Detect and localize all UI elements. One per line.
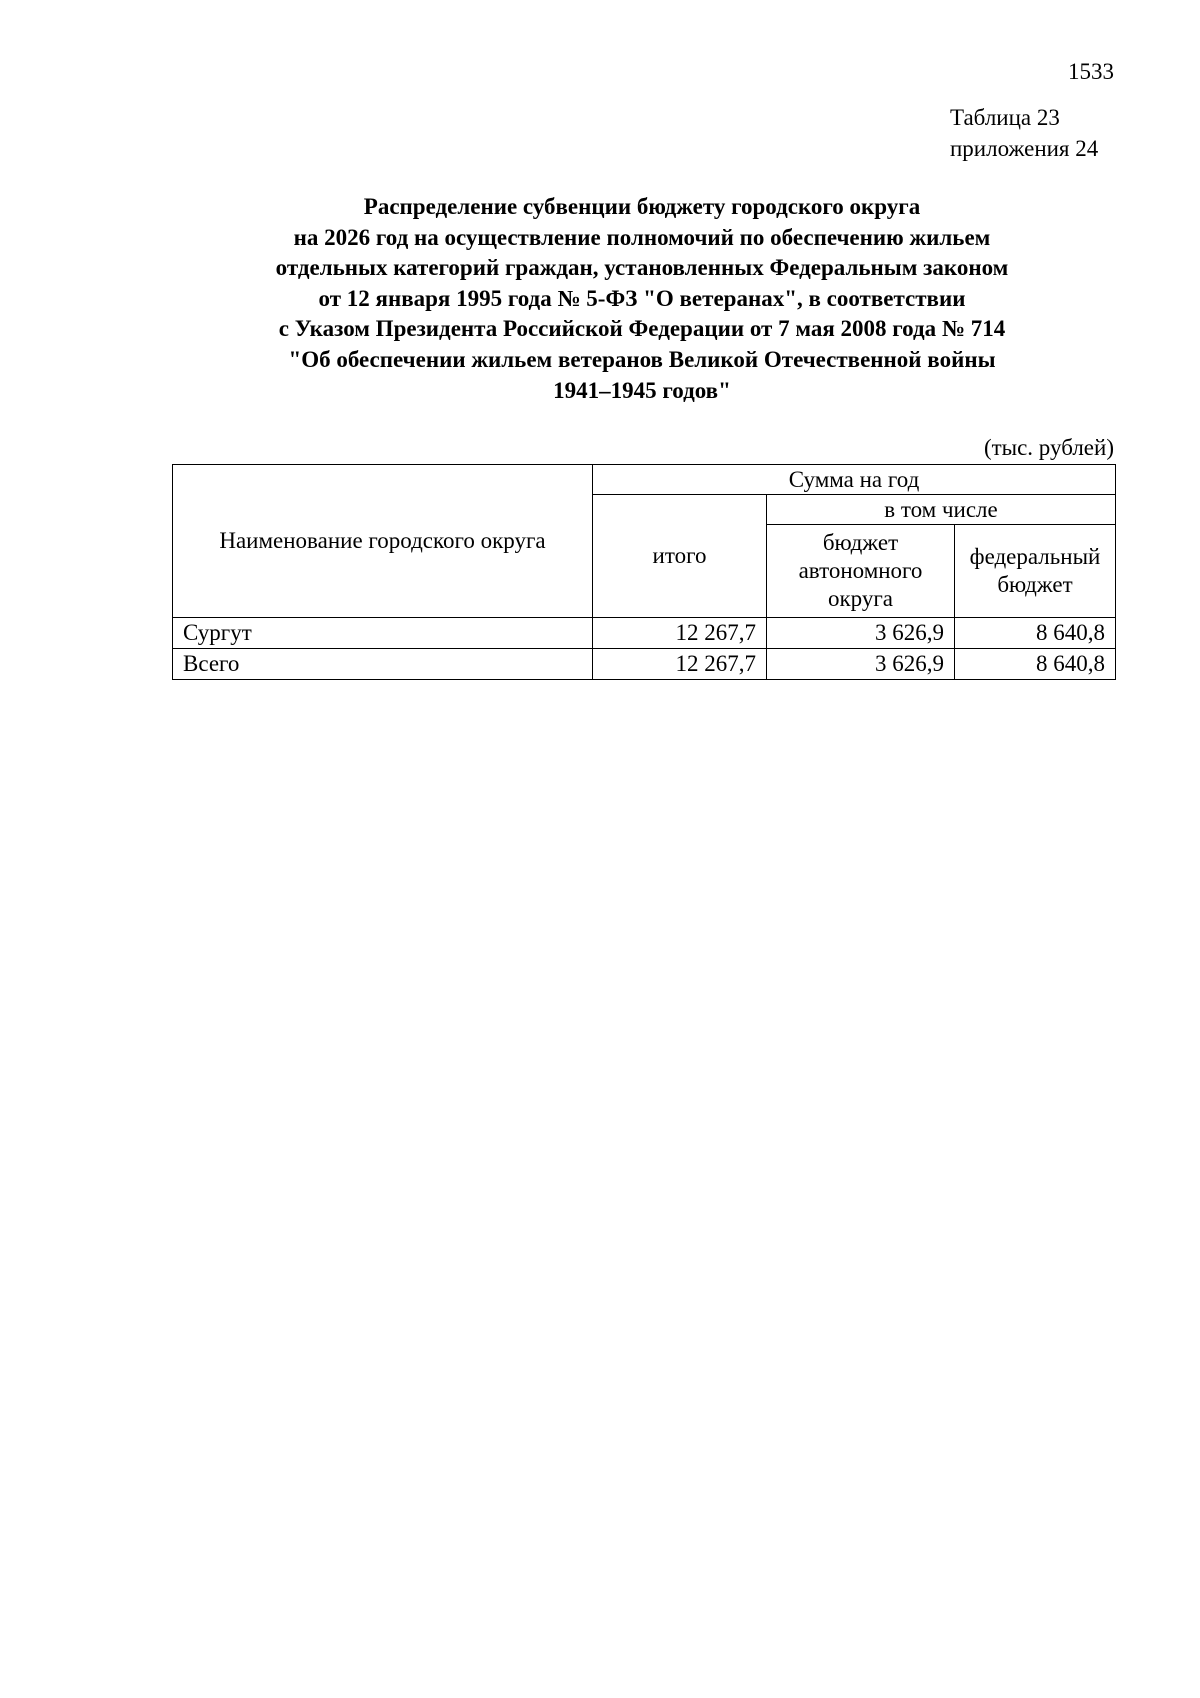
title-line: Распределение субвенции бюджету городского округа bbox=[363, 194, 921, 219]
table-reference-line1: Таблица 23 bbox=[950, 105, 1060, 130]
subvention-table bbox=[172, 464, 1116, 680]
cell-name: Всего bbox=[173, 649, 593, 680]
header-including: в том числе bbox=[767, 495, 1116, 525]
header-federal-budget: федеральный бюджет bbox=[955, 525, 1116, 618]
title-line: "Об обеспечении жильем ветеранов Великой Отечественной войны bbox=[288, 346, 996, 372]
title-line: на 2026 год на осуществление полномочий по обеспечению жильем bbox=[293, 224, 991, 250]
units-label: (тыс. рублей) bbox=[983, 435, 1114, 460]
cell-regional: 3 626,9 bbox=[767, 649, 955, 680]
title-line: 1941–1945 годов" bbox=[553, 377, 731, 403]
cell-total: 12 267,7 bbox=[593, 649, 767, 680]
header-sum-per-year: Сумма на год bbox=[593, 465, 1116, 495]
document-title bbox=[170, 192, 1114, 406]
table-total-row bbox=[173, 649, 1116, 680]
cell-federal: 8 640,8 bbox=[955, 618, 1116, 649]
page-number: 1533 bbox=[1068, 59, 1114, 84]
cell-regional: 3 626,9 bbox=[767, 618, 955, 649]
cell-total: 12 267,7 bbox=[593, 618, 767, 649]
table-row bbox=[173, 618, 1116, 649]
header-regional-budget: бюджет автономного округа bbox=[767, 525, 955, 618]
title-line: от 12 января 1995 года № 5-ФЗ "О ветеранах", в соответствии bbox=[318, 285, 966, 311]
cell-name: Сургут bbox=[173, 618, 593, 649]
title-line: отдельных категорий граждан, установленных Федеральным законом bbox=[275, 255, 1009, 281]
title-line: с Указом Президента Российской Федерации от 7 мая 2008 года № 714 bbox=[278, 316, 1006, 342]
header-name: Наименование городского округа bbox=[173, 465, 593, 618]
table-reference bbox=[950, 102, 1098, 164]
table-reference-line2: приложения 24 bbox=[950, 136, 1099, 161]
cell-federal: 8 640,8 bbox=[955, 649, 1116, 680]
header-total: итого bbox=[593, 495, 767, 618]
